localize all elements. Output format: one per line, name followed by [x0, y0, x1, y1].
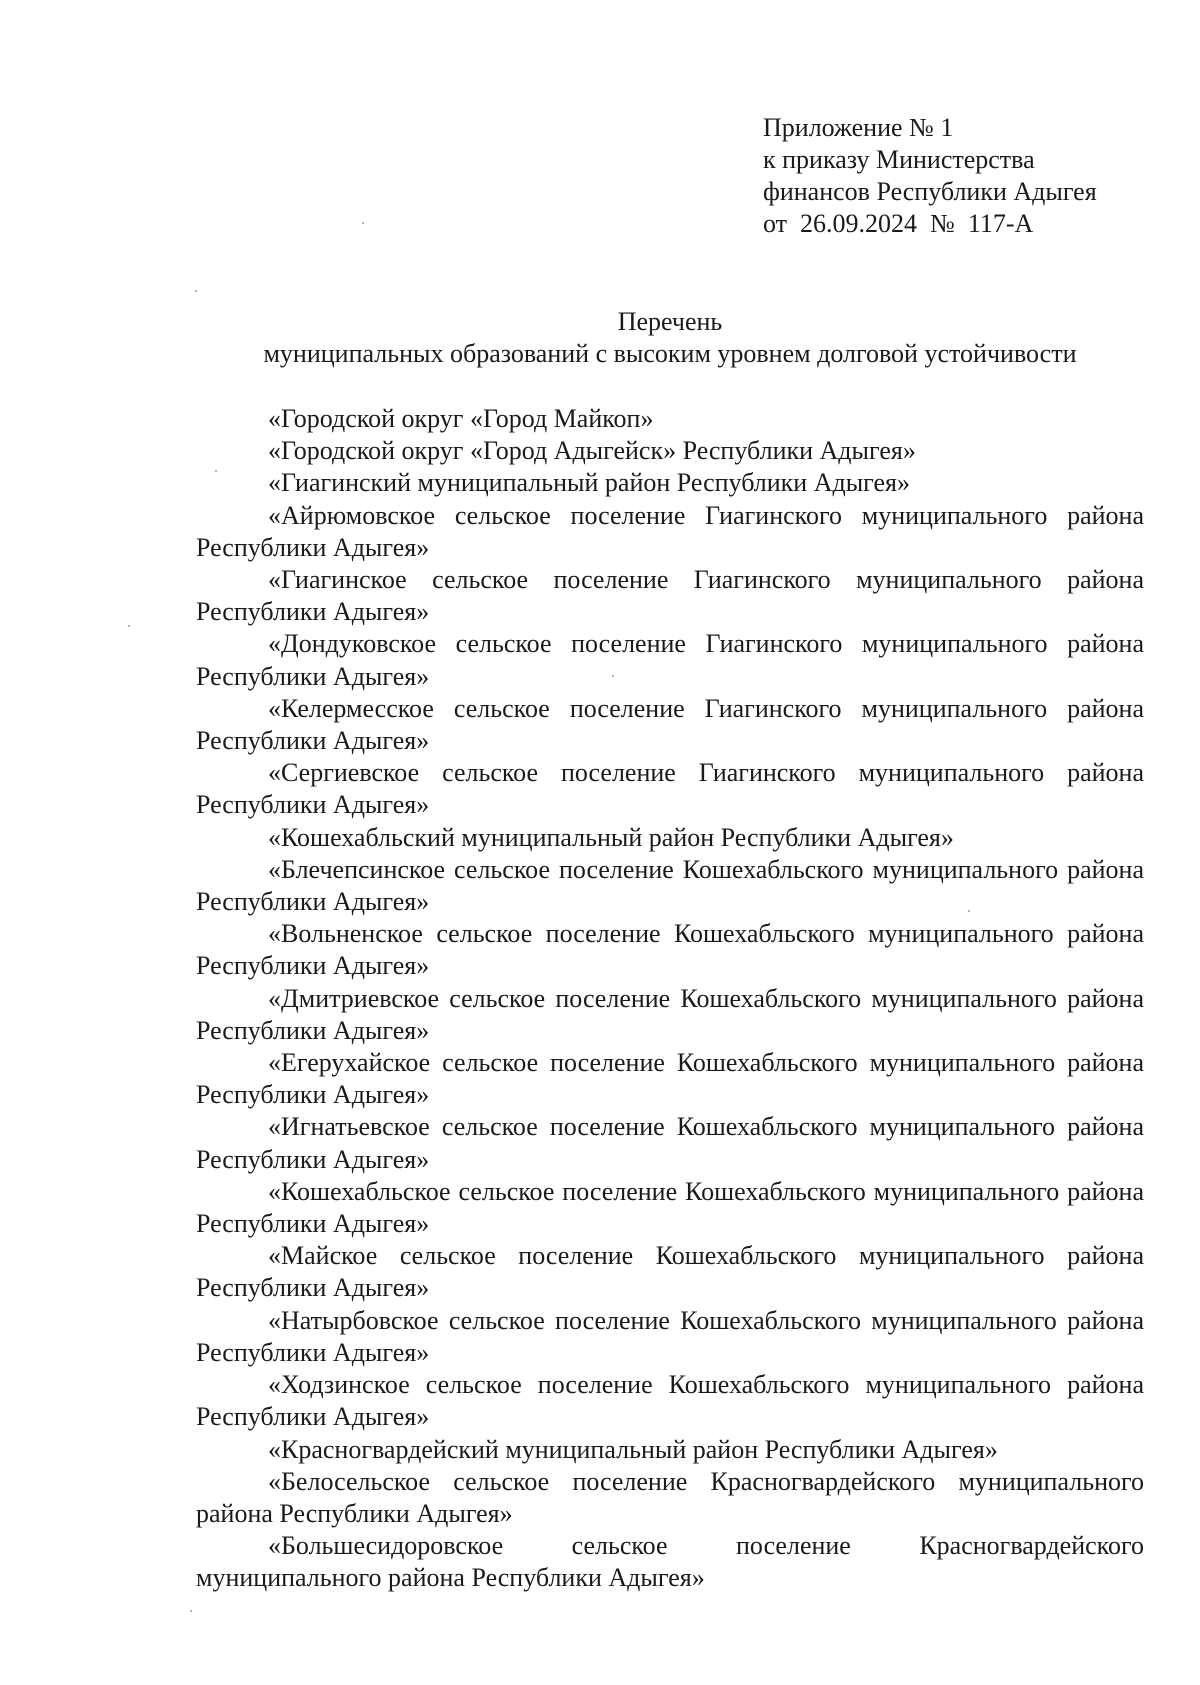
list-item: «Егерухайское сельское поселение Кошехабльского муниципального района Республики Адыгея» [196, 1048, 1144, 1110]
list-item: «Ходзинское сельское поселение Кошехабльского муниципального района Республики Адыгея» [196, 1370, 1144, 1432]
scan-speck [128, 625, 130, 627]
list-item: «Вольненское сельское поселение Кошехабльского муниципального района Республики Адыгея» [196, 919, 1144, 981]
scan-speck [195, 290, 197, 292]
scan-speck [190, 1610, 192, 1612]
municipality-list [196, 403, 1144, 1595]
document-subtitle: муниципальных образований с высоким уровнем долговой устойчивости [263, 339, 1077, 368]
list-item: «Гиагинское сельское поселение Гиагинского муниципального района Республики Адыгея» [196, 565, 1144, 627]
appendix-date-number: от 26.09.2024 № 117-А [763, 209, 1034, 238]
appendix-order-ref: к приказу Министерства [763, 145, 1035, 174]
list-item: «Городской округ «Город Адыгейск» Республики Адыгея» [268, 436, 916, 466]
list-item: «Майское сельское поселение Кошехабльского муниципального района Республики Адыгея» [196, 1241, 1144, 1303]
list-item: «Красногвардейский муниципальный район Республики Адыгея» [268, 1434, 998, 1464]
list-item: «Игнатьевское сельское поселение Кошехабльского муниципального района Республики Адыгея» [196, 1112, 1144, 1174]
list-item: «Белосельское сельское поселение Красногвардейского муниципального района Республики Адыгея» [196, 1466, 1144, 1528]
scan-speck [612, 675, 614, 677]
list-item: «Дондуковское сельское поселение Гиагинского муниципального района Республики Адыгея» [196, 629, 1144, 691]
scan-speck [968, 910, 970, 912]
list-item: «Келермесское сельское поселение Гиагинского муниципального района Республики Адыгея» [196, 693, 1144, 756]
appendix-header [763, 112, 1163, 240]
list-item: «Айрюмовское сельское поселение Гиагинского муниципального района Республики Адыгея» [196, 500, 1144, 562]
appendix-ministry: финансов Республики Адыгея [763, 177, 1097, 206]
list-item: «Большесидоровское сельское поселение Красногвардейского муниципального района Республики Адыгея» [196, 1531, 1144, 1593]
list-item: «Блечепсинское сельское поселение Кошехабльского муниципального района Республики Адыгея» [196, 854, 1144, 917]
list-item: «Кошехабльский муниципальный район Республики Адыгея» [268, 822, 954, 852]
list-item: «Сергиевское сельское поселение Гиагинского муниципального района Республики Адыгея» [196, 758, 1144, 820]
list-item: «Дмитриевское сельское поселение Кошехабльского муниципального района Республики Адыгея» [196, 983, 1144, 1045]
appendix-number: Приложение № 1 [763, 113, 954, 142]
document-title: Перечень [617, 307, 723, 336]
list-item: «Кошехабльское сельское поселение Кошехабльского муниципального района Республики Адыгея» [196, 1176, 1144, 1239]
list-item: «Натырбовское сельское поселение Кошехабльского муниципального района Республики Адыгея» [196, 1305, 1144, 1367]
list-item: «Гиагинский муниципальный район Республики Адыгея» [268, 468, 911, 498]
scan-speck [215, 470, 217, 472]
scan-speck [362, 222, 364, 224]
list-item: «Городской округ «Город Майкоп» [268, 404, 654, 433]
